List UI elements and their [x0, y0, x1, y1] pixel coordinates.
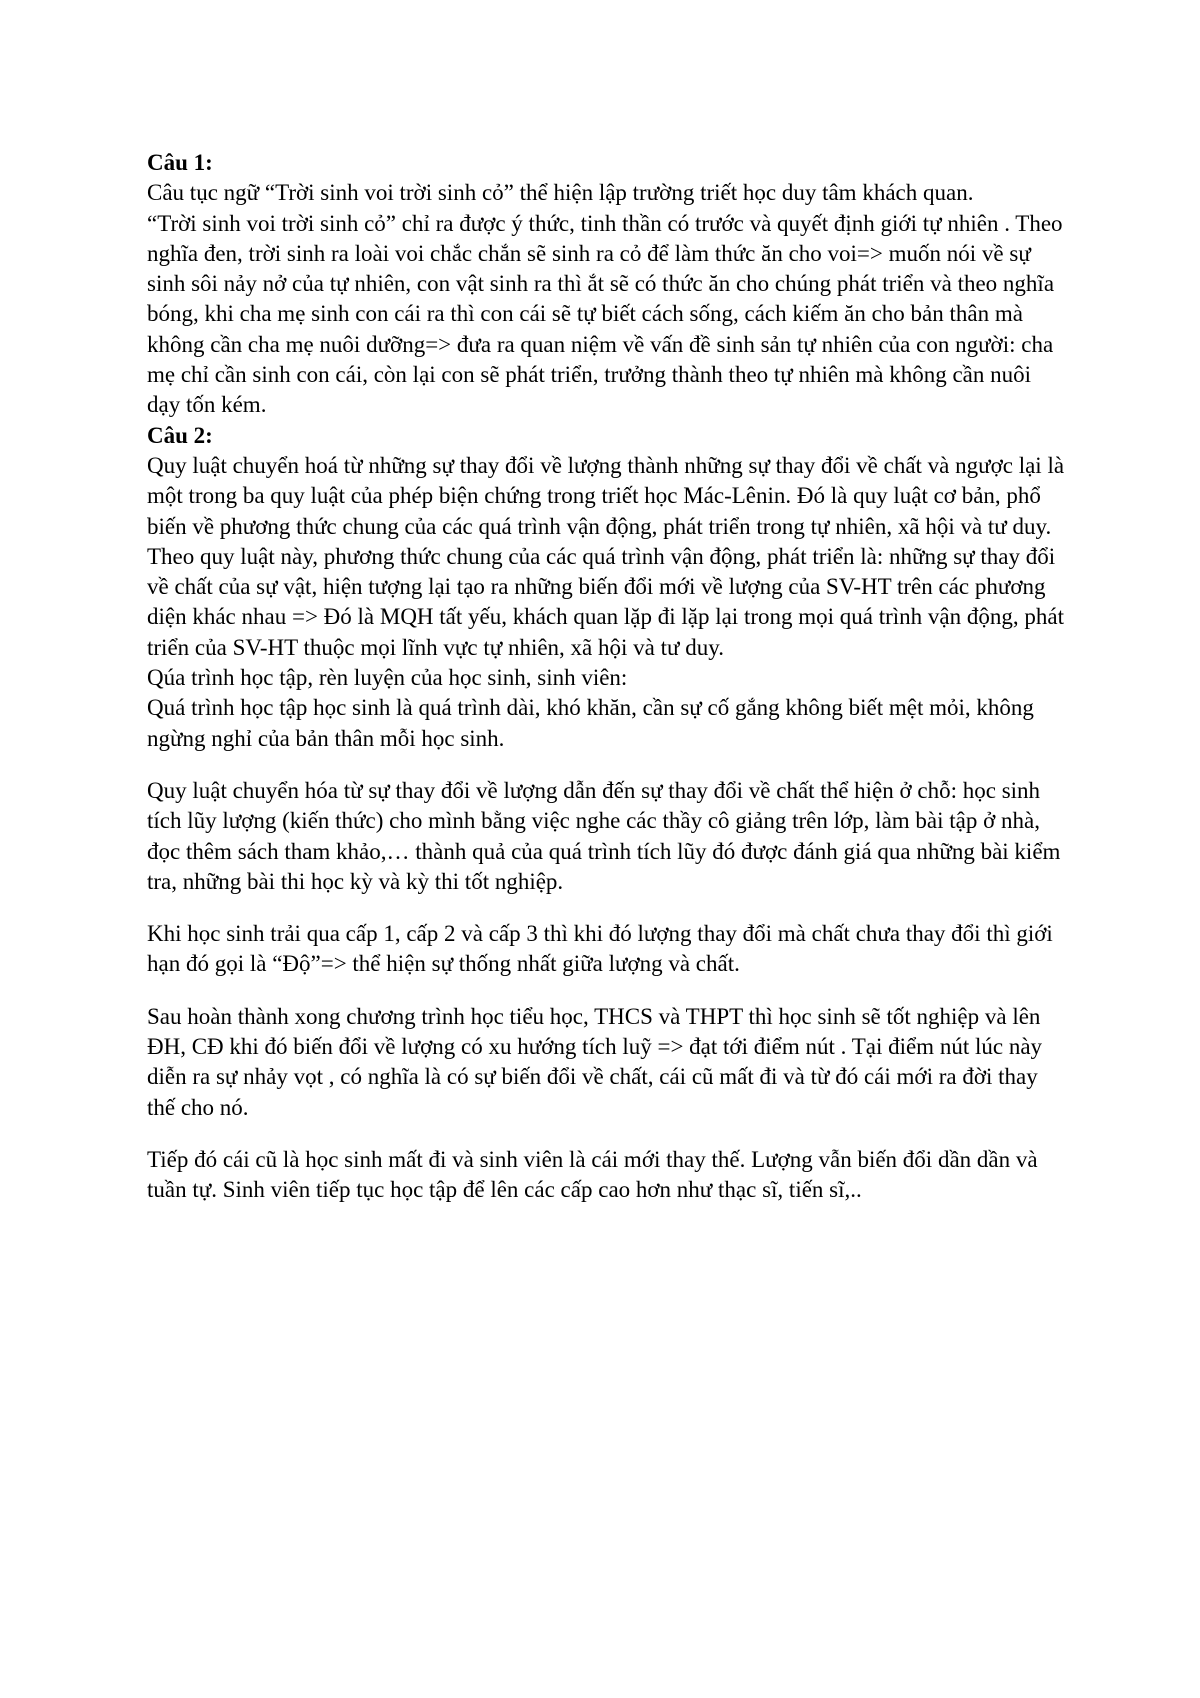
question-2-paragraph-3: Qúa trình học tập, rèn luyện của học sinh, sinh viên: — [147, 665, 628, 691]
question-2-paragraph-1: Quy luật chuyển hoá từ những sự thay đổi về lượng thành những sự thay đổi về chất và ngược lại là một trong ba quy luật của phép biện chứng trong triết học Mác-Lênin. Đó là quy luật cơ bản, phổ biến về phương thức chung của các quá trình vận động, phát triển trong tự nhiên, xã hội và tư duy. — [147, 452, 1065, 539]
question-2-heading: Câu 2: — [147, 422, 213, 448]
question-1-paragraph-1: Câu tục ngữ “Trời sinh voi trời sinh cỏ” thể hiện lập trường triết học duy tâm khách quan. — [147, 180, 974, 206]
question-2-paragraph-7: Sau hoàn thành xong chương trình học tiểu học, THCS và THPT thì học sinh sẽ tốt nghiệp và lên ĐH, CĐ khi đó biến đổi về lượng có xu hướng tích luỹ => đạt tới điểm nút . Tại điểm nút lúc này diễn ra sự nhảy vọt , có nghĩa là có sự biến đổi về chất, cái cũ mất đi và từ đó cái mới ra đời thay thế cho nó. — [147, 1003, 1043, 1120]
question-1-paragraph-2: “Trời sinh voi trời sinh cỏ” chỉ ra được ý thức, tinh thần có trước và quyết định giới tự nhiên . Theo nghĩa đen, trời sinh ra loài voi chắc chắn sẽ sinh ra cỏ để làm thức ăn cho voi=> muốn nói về sự sinh sôi nảy nở của tự nhiên, con vật sinh ra thì ắt sẽ có thức ăn cho chúng phát triển và theo nghĩa bóng, khi cha mẹ sinh con cái ra thì con cái sẽ tự biết cách sống, cách kiếm ăn cho bản thân mà không cần cha mẹ nuôi dưỡng=> đưa ra quan niệm về vấn đề sinh sản tự nhiên của con người: cha mẹ chỉ cần sinh con cái, còn lại con sẽ phát triển, trưởng thành theo tự nhiên mà không cần nuôi dạy tốn kém. — [147, 210, 1063, 418]
question-2-paragraph-5: Quy luật chuyển hóa từ sự thay đổi về lượng dẫn đến sự thay đổi về chất thể hiện ở chỗ: học sinh tích lũy lượng (kiến thức) cho mình bằng việc nghe các thầy cô giảng trên lớp, làm bài tập ở nhà, đọc thêm sách tham khảo,… thành quả của quá trình tích lũy đó được đánh giá qua những bài kiểm tra, những bài thi học kỳ và kỳ thi tốt nghiệp. — [147, 777, 1061, 894]
question-2-paragraph-8: Tiếp đó cái cũ là học sinh mất đi và sinh viên là cái mới thay thế. Lượng vẫn biến đổi dần dần và tuần tự. Sinh viên tiếp tục học tập để lên các cấp cao hơn như thạc sĩ, tiến sĩ,.. — [147, 1146, 1038, 1203]
question-2-paragraph-6: Khi học sinh trải qua cấp 1, cấp 2 và cấp 3 thì khi đó lượng thay đổi mà chất chưa thay đổi thì giới hạn đó gọi là “Độ”=> thể hiện sự thống nhất giữa lượng và chất. — [147, 921, 1053, 977]
question-2-paragraph-2: Theo quy luật này, phương thức chung của các quá trình vận động, phát triển là: những sự thay đổi về chất của sự vật, hiện tượng lại tạo ra những biến đổi mới về lượng của SV-HT trên các phương diện khác nhau => Đó là MQH tất yếu, khách quan lặp đi lặp lại trong mọi quá trình vận động, phát triển của SV-HT thuộc mọi lĩnh vực tự nhiên, xã hội và tư duy. — [147, 543, 1064, 660]
question-2-paragraph-4: Quá trình học tập học sinh là quá trình dài, khó khăn, cần sự cố gắng không biết mệt mỏi, không ngừng nghỉ của bản thân mỗi học sinh. — [147, 695, 1034, 751]
document-page — [147, 148, 1067, 1206]
question-1-heading: Câu 1: — [147, 150, 213, 175]
